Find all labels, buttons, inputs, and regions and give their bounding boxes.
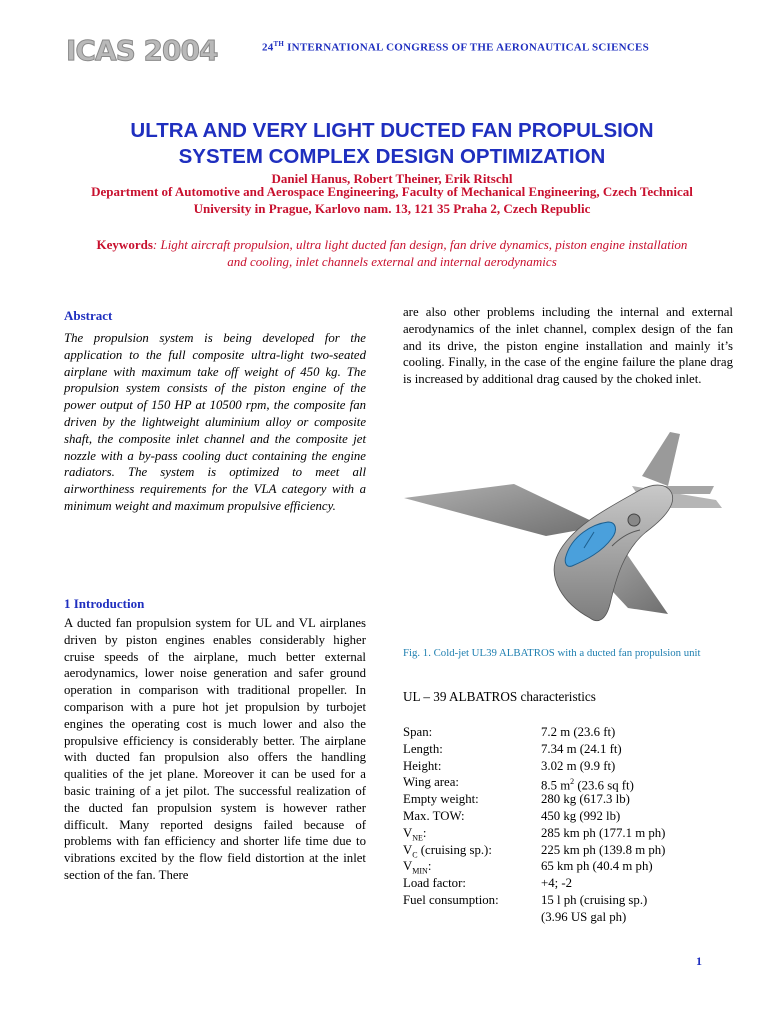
introduction-text: A ducted fan propulsion system for UL and VL airplanes driven by piston engines enables considerably higher cruise speeds of the airplane, much better external aerodynamics, lower noise generation and safer ground operation in comparison with traditional propeller. In comparison with a pure hot jet propulsion by turbojet engines the operating cost is much lower and also the propulsive efficiency is considerably better. The airplane with ducted fan propulsion also offers the handling qualities of the jet plane. Moreover it can be used for a basic training of a jet pilot. The successful realization of the ducted fan propulsion system is however rather difficult. Many reported designs failed because of problems with fan efficiency and shorter life time due to vibrations excited by the flow field distortion at the inlet section of the fan. There <box>64 616 366 882</box>
spec-row: Span: 7.2 m (23.6 ft) <box>403 725 616 739</box>
congress-title: 24TH INTERNATIONAL CONGRESS OF THE AERONAUTICAL SCIENCES <box>262 40 650 54</box>
spec-row: $V_C$ (cruising sp.): 225 km ph (139.8 m ph) <box>403 842 666 860</box>
spec-row: Fuel consumption: 15 l ph (cruising sp.) <box>403 892 648 907</box>
keywords: Keywords: Light aircraft propulsion, ultra light ducted fan design, fan drive dynamics, piston engine installation and cooling, inlet channels external and internal aerodynamics <box>96 237 688 269</box>
authors: Daniel Hanus, Robert Theiner, Erik Ritschl <box>271 171 513 186</box>
figure-caption: Fig. 1. Cold-jet UL39 ALBATROS with a ducted fan propulsion unit <box>403 647 701 659</box>
spec-row: Length: 7.34 m (24.1 ft) <box>403 741 622 756</box>
spec-row: Load factor: +4; -2 <box>403 876 573 891</box>
introduction-continued: are also other problems including the internal and external aerodynamics of the inlet channel, complex design of the fan and its drive, the piston engine installation and mainly it’s cooling. Finally, in the case of the engine failure the plane drag is increased by additional drag caused by the choked inlet. <box>403 305 733 387</box>
spec-row: Max. TOW: 450 kg (992 lb) <box>403 808 621 823</box>
icas-logo <box>64 34 240 64</box>
spec-row: $V_{MIN}$: 65 km ph (40.4 m ph) <box>403 859 653 876</box>
introduction-heading: 1 Introduction <box>64 596 145 611</box>
spec-row: (3.96 US gal ph) <box>541 909 627 924</box>
paper-title: ULTRA AND VERY LIGHT DUCTED FAN PROPULSION SYSTEM COMPLEX DESIGN OPTIMIZATION <box>130 119 654 168</box>
logo-text: ICAS 2004 <box>66 34 218 64</box>
spec-row: $V_{NE}$: 285 km ph (177.1 m ph) <box>403 825 666 843</box>
page-number: 1 <box>696 954 702 968</box>
abstract-heading: Abstract <box>64 308 113 323</box>
affiliation: Department of Automotive and Aerospace Engineering, Faculty of Mechanical Engineering, Czech Technical University in Prague, Karlovo nam. 13, 121 35 Praha 2, Czech Republic <box>91 184 693 216</box>
spec-row: Empty weight: 280 kg (617.3 lb) <box>403 792 630 807</box>
aircraft-figure <box>396 428 738 636</box>
abstract-text: The propulsion system is being developed for the application to the full composite ultra-light two-seated airplane with maximum take off weight of 450 kg. The propulsion system consists of the piston engine of the power output of 150 HP at 10500 rpm, the composite fan driven by the lightweight aluminium alloy or composite shaft, the composite inlet channel and the composite jet nozzle with a by-pass cooling duct containing the engine radiators. The system is optimized to meet all airworthiness requirements for the VLA category with a minimum weight and maximum propulsive efficiency. <box>64 331 366 513</box>
characteristics-title: UL – 39 ALBATROS characteristics <box>403 689 596 704</box>
page-header <box>64 34 714 66</box>
characteristics-table <box>403 724 733 926</box>
spec-row: Wing area: 8.5 $m^2$ (23.6 sq ft) <box>403 775 634 793</box>
spec-row: Height: 3.02 m (9.9 ft) <box>403 758 616 773</box>
